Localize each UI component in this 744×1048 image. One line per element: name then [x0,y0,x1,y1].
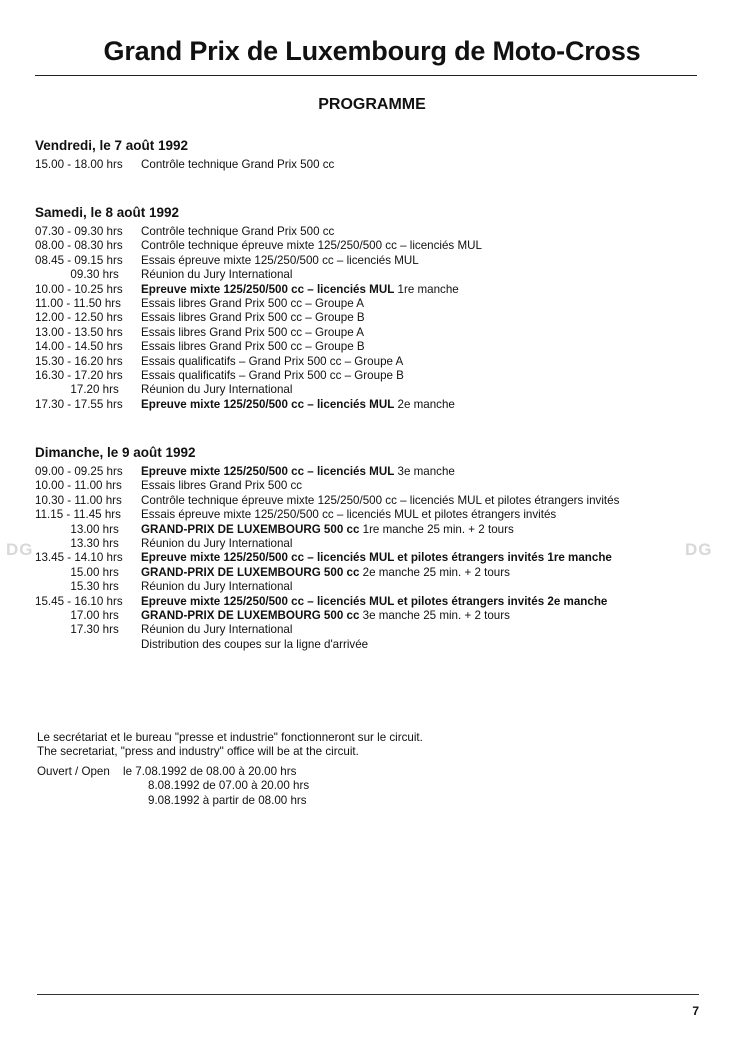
schedule-row [35,239,705,253]
schedule-activity [141,508,705,522]
schedule-time: 13.45 - 14.10 hrs [35,551,123,565]
day-section-sunday [35,445,705,652]
opening-hours-line: le 7.08.1992 de 08.00 à 20.00 hrs [123,765,297,778]
schedule-activity-text: Epreuve mixte 125/250/500 cc – licenciés MUL et pilotes étrangers invités 2e manche [141,594,608,608]
schedule-activity [141,609,705,623]
schedule-row [35,537,705,551]
schedule-time: 17.30 hrs [35,623,119,637]
schedule-activity [141,523,705,537]
schedule-activity-text: Essais libres Grand Prix 500 cc – Groupe A [141,325,364,339]
schedule-activity-text: GRAND-PRIX DE LUXEMBOURG 500 cc [141,522,360,536]
schedule-time: 12.00 - 12.50 hrs [35,311,123,325]
schedule-time: 10.30 - 11.00 hrs [35,493,122,507]
schedule-activity-suffix: 1re manche 25 min. + 2 tours [362,522,514,536]
schedule-row [35,355,705,369]
schedule-row [35,326,705,340]
schedule-time: 13.30 hrs [35,537,119,551]
schedule-activity-text: Epreuve mixte 125/250/500 cc – licenciés MUL [141,282,395,296]
schedule-time: 16.30 - 17.20 hrs [35,369,123,383]
schedule-activity [141,479,705,493]
watermark-text: DG [6,540,34,559]
schedule-row [35,508,705,522]
schedule-row [35,623,705,637]
schedule-activity-text: Essais épreuve mixte 125/250/500 cc – licenciés MUL [141,253,419,267]
page-number: 7 [692,1004,699,1018]
schedule-time [35,638,141,652]
secretariat-note [37,731,697,760]
schedule-activity-text: Réunion du Jury International [141,580,293,594]
schedule-row [35,254,705,268]
schedule-activity-text: Contrôle technique épreuve mixte 125/250/500 cc – licenciés MUL et pilotes étrangers invités [141,493,620,507]
schedule-time: 13.00 - 13.50 hrs [35,325,123,339]
schedule-row [35,340,705,354]
schedule-time: 15.00 - 18.00 hrs [35,158,123,171]
schedule-row [35,311,705,325]
schedule-activity [141,595,705,609]
schedule-row [35,595,705,609]
schedule-activity [141,551,705,565]
schedule-activity-text: Essais libres Grand Prix 500 cc – Groupe B [141,311,365,325]
schedule-activity [141,369,705,383]
schedule-activity-text: Contrôle technique Grand Prix 500 cc [141,225,335,238]
schedule-activity-suffix: 3e manche [397,465,455,478]
schedule-row [35,551,705,565]
schedule-activity [141,638,705,652]
schedule-activity [141,355,705,369]
schedule-time: 15.30 hrs [35,580,119,594]
schedule-activity-text: Réunion du Jury International [141,383,293,397]
schedule-activity-text: Essais qualificatifs – Grand Prix 500 cc – Groupe A [141,354,404,368]
schedule-activity-text: Epreuve mixte 125/250/500 cc – licenciés MUL [141,397,395,411]
schedule-activity [141,254,705,268]
schedule-activity [141,566,705,580]
day-section-saturday [35,205,705,412]
schedule-activity-text: Réunion du Jury International [141,268,293,282]
schedule-activity [141,268,705,282]
schedule-activity-text: GRAND-PRIX DE LUXEMBOURG 500 cc [141,609,360,623]
schedule-activity-suffix: 2e manche 25 min. + 2 tours [362,565,510,579]
schedule-row [35,297,705,311]
schedule-activity-text: Réunion du Jury International [141,623,293,637]
schedule-activity-text: Réunion du Jury International [141,537,293,551]
schedule-time: 17.20 hrs [35,383,119,397]
watermark-text: DG [685,540,713,559]
opening-hours-label: Ouvert / Open [37,765,110,778]
schedule-time: 15.45 - 16.10 hrs [35,594,123,608]
schedule-time: 11.00 - 11.50 hrs [35,297,121,311]
schedule-row [35,383,705,397]
opening-hours-line: 8.08.1992 de 07.00 à 20.00 hrs [148,779,310,793]
schedule-activity-text: Epreuve mixte 125/250/500 cc – licenciés MUL et pilotes étrangers invités 1re manche [141,551,612,565]
schedule-activity [141,580,705,594]
schedule-activity-text: Contrôle technique épreuve mixte 125/250/500 cc – licenciés MUL [141,239,482,253]
schedule-activity [141,311,705,325]
schedule-activity [141,340,705,354]
schedule-activity-suffix: 3e manche 25 min. + 2 tours [362,609,510,623]
schedule-activity [141,297,705,311]
schedule-time: 15.30 - 16.20 hrs [35,354,123,368]
schedule-activity-text: Essais qualificatifs – Grand Prix 500 cc – Groupe B [141,369,404,383]
page-title: Grand Prix de Luxembourg de Moto-Cross [103,36,641,66]
schedule-row [35,523,705,537]
schedule-activity-text: Essais épreuve mixte 125/250/500 cc – licenciés MUL et pilotes étrangers invités [141,508,557,522]
schedule-activity [141,383,705,397]
schedule-time: 07.30 - 09.30 hrs [35,225,123,238]
schedule-activity-text: Essais libres Grand Prix 500 cc – Groupe A [141,297,364,311]
opening-hours [37,765,697,808]
schedule-activity-suffix: 1re manche [397,282,459,296]
schedule-row [35,465,705,479]
secretariat-note-en: The secretariat, "press and industry" office will be at the circuit. [37,745,359,759]
schedule-activity [141,494,705,508]
schedule-activity [141,283,705,297]
schedule-row [35,225,705,239]
schedule-activity-text: Essais libres Grand Prix 500 cc [141,479,303,493]
schedule-activity-text: Distribution des coupes sur la ligne d'arrivée [141,637,369,651]
schedule-activity [141,158,705,172]
schedule-time: 08.45 - 09.15 hrs [35,253,123,267]
schedule-row [35,479,705,493]
schedule-time: 14.00 - 14.50 hrs [35,340,123,354]
schedule-activity [141,465,705,479]
schedule-activity-text: Contrôle technique Grand Prix 500 cc [141,158,335,171]
schedule-row [35,369,705,383]
day-heading: Samedi, le 8 août 1992 [35,205,180,220]
schedule-activity [141,225,705,239]
schedule-time: 17.00 hrs [35,609,119,623]
schedule-time: 08.00 - 08.30 hrs [35,239,123,253]
day-heading: Dimanche, le 9 août 1992 [35,445,196,460]
schedule-activity-text: Epreuve mixte 125/250/500 cc – licenciés MUL [141,465,395,478]
schedule-activity [141,326,705,340]
day-section-friday [35,138,705,172]
schedule-time: 15.00 hrs [35,565,119,579]
schedule-row [35,494,705,508]
schedule-row [35,638,705,652]
schedule-time: 13.00 hrs [35,522,119,536]
schedule-row [35,398,705,412]
opening-hours-line: 9.08.1992 à partir de 08.00 hrs [148,793,307,807]
programme-heading: PROGRAMME [318,96,426,113]
schedule-time: 09.00 - 09.25 hrs [35,465,123,478]
secretariat-note-fr: Le secrétariat et le bureau "presse et industrie" fonctionneront sur le circuit. [37,731,423,744]
schedule-row [35,158,705,172]
schedule-time: 10.00 - 10.25 hrs [35,282,123,296]
title-divider [35,75,697,76]
schedule-row [35,609,705,623]
day-heading: Vendredi, le 7 août 1992 [35,138,189,153]
schedule-time: 09.30 hrs [35,268,119,282]
schedule-row [35,580,705,594]
schedule-row [35,283,705,297]
schedule-activity-suffix: 2e manche [397,397,455,411]
schedule-row [35,566,705,580]
schedule-activity [141,398,705,412]
schedule-time: 17.30 - 17.55 hrs [35,397,123,411]
schedule-time: 10.00 - 11.00 hrs [35,479,122,493]
schedule-activity [141,537,705,551]
schedule-row [35,268,705,282]
schedule-activity-text: Essais libres Grand Prix 500 cc – Groupe B [141,340,365,354]
schedule-activity [141,239,705,253]
schedule-activity [141,623,705,637]
schedule-activity-text: GRAND-PRIX DE LUXEMBOURG 500 cc [141,565,360,579]
footer-divider [37,994,699,995]
schedule-time: 11.15 - 11.45 hrs [35,508,121,522]
